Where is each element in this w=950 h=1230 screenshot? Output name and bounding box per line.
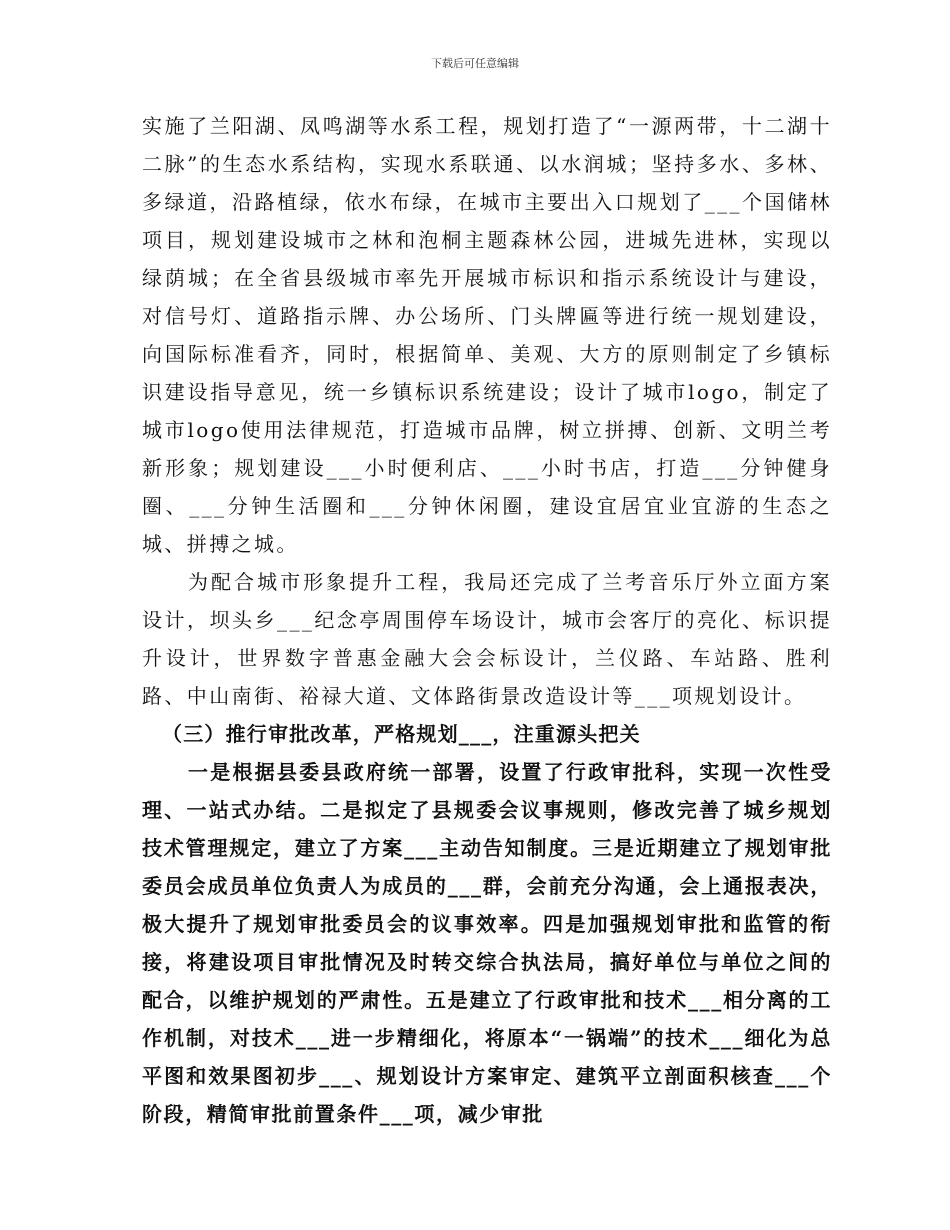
paragraph-city-image-projects: 为配合城市形象提升工程，我局还完成了兰考音乐厅外立面方案设计，坝头乡___纪念亭周围停车场设计，城市会客厅的亮化、标识提升设计，世界数字普惠金融大会会标设计，兰仪路、车站路、胜利路、中山南街、裕禄大道、文体路街景改造设计等___项规划设计。: [142, 570, 832, 708]
page-header-note: 下载后可任意编辑: [431, 57, 519, 70]
section-subheading: （三）推行审批改革，严格规划___，注重源头把关: [162, 722, 641, 746]
paragraph-approval-reform: 一是根据县委县政府统一部署，设置了行政审批科，实现一次性受理、一站式办结。二是拟定了县规委会议事规则，修改完善了城乡规划技术管理规定，建立了方案___主动告知制度。三是近期建立了规划审批委员会成员单位负责人为成员的___群，会前充分沟通，会上通报表决，极大提升了规划审批委员会的议事效率。四是加强规划审批和监管的衔接，将建设项目审批情况及时转交综合执法局，搞好单位与单位之间的配合，以维护规划的严肃性。五是建立了行政审批和技术___相分离的工作机制，对技术___进一步精细化，将原本“一锅端”的技术___细化为总平图和效果图初步___、规划设计方案审定、建筑平立剖面积核查___个阶段，精简审批前置条件___项，减少审批: [142, 760, 832, 1126]
document-body: [142, 107, 832, 1133]
paragraph-water-green-city: 实施了兰阳湖、凤鸣湖等水系工程，规划打造了“一源两带，十二湖十二脉”的生态水系结构，实现水系联通、以水润城；坚持多水、多林、多绿道，沿路植绿，依水布绿，在城市主要出入口规划了___个国储林项目，规划建设城市之林和泡桐主题森林公园，进城先进林，实现以绿荫城；在全省县级城市率先开展城市标识和指示系统设计与建设，对信号灯、道路指示牌、办公场所、门头牌匾等进行统一规划建设，向国际标准看齐，同时，根据简单、美观、大方的原则制定了乡镇标识建设指导意见，统一乡镇标识系统建设；设计了城市logo，制定了城市logo使用法律规范，打造城市品牌，树立拼搏、创新、文明兰考新形象；规划建设___小时便利店、___小时书店，打造___分钟健身圈、___分钟生活圈和___分钟休闲圈，建设宜居宜业宜游的生态之城、拼搏之城。: [142, 114, 832, 556]
